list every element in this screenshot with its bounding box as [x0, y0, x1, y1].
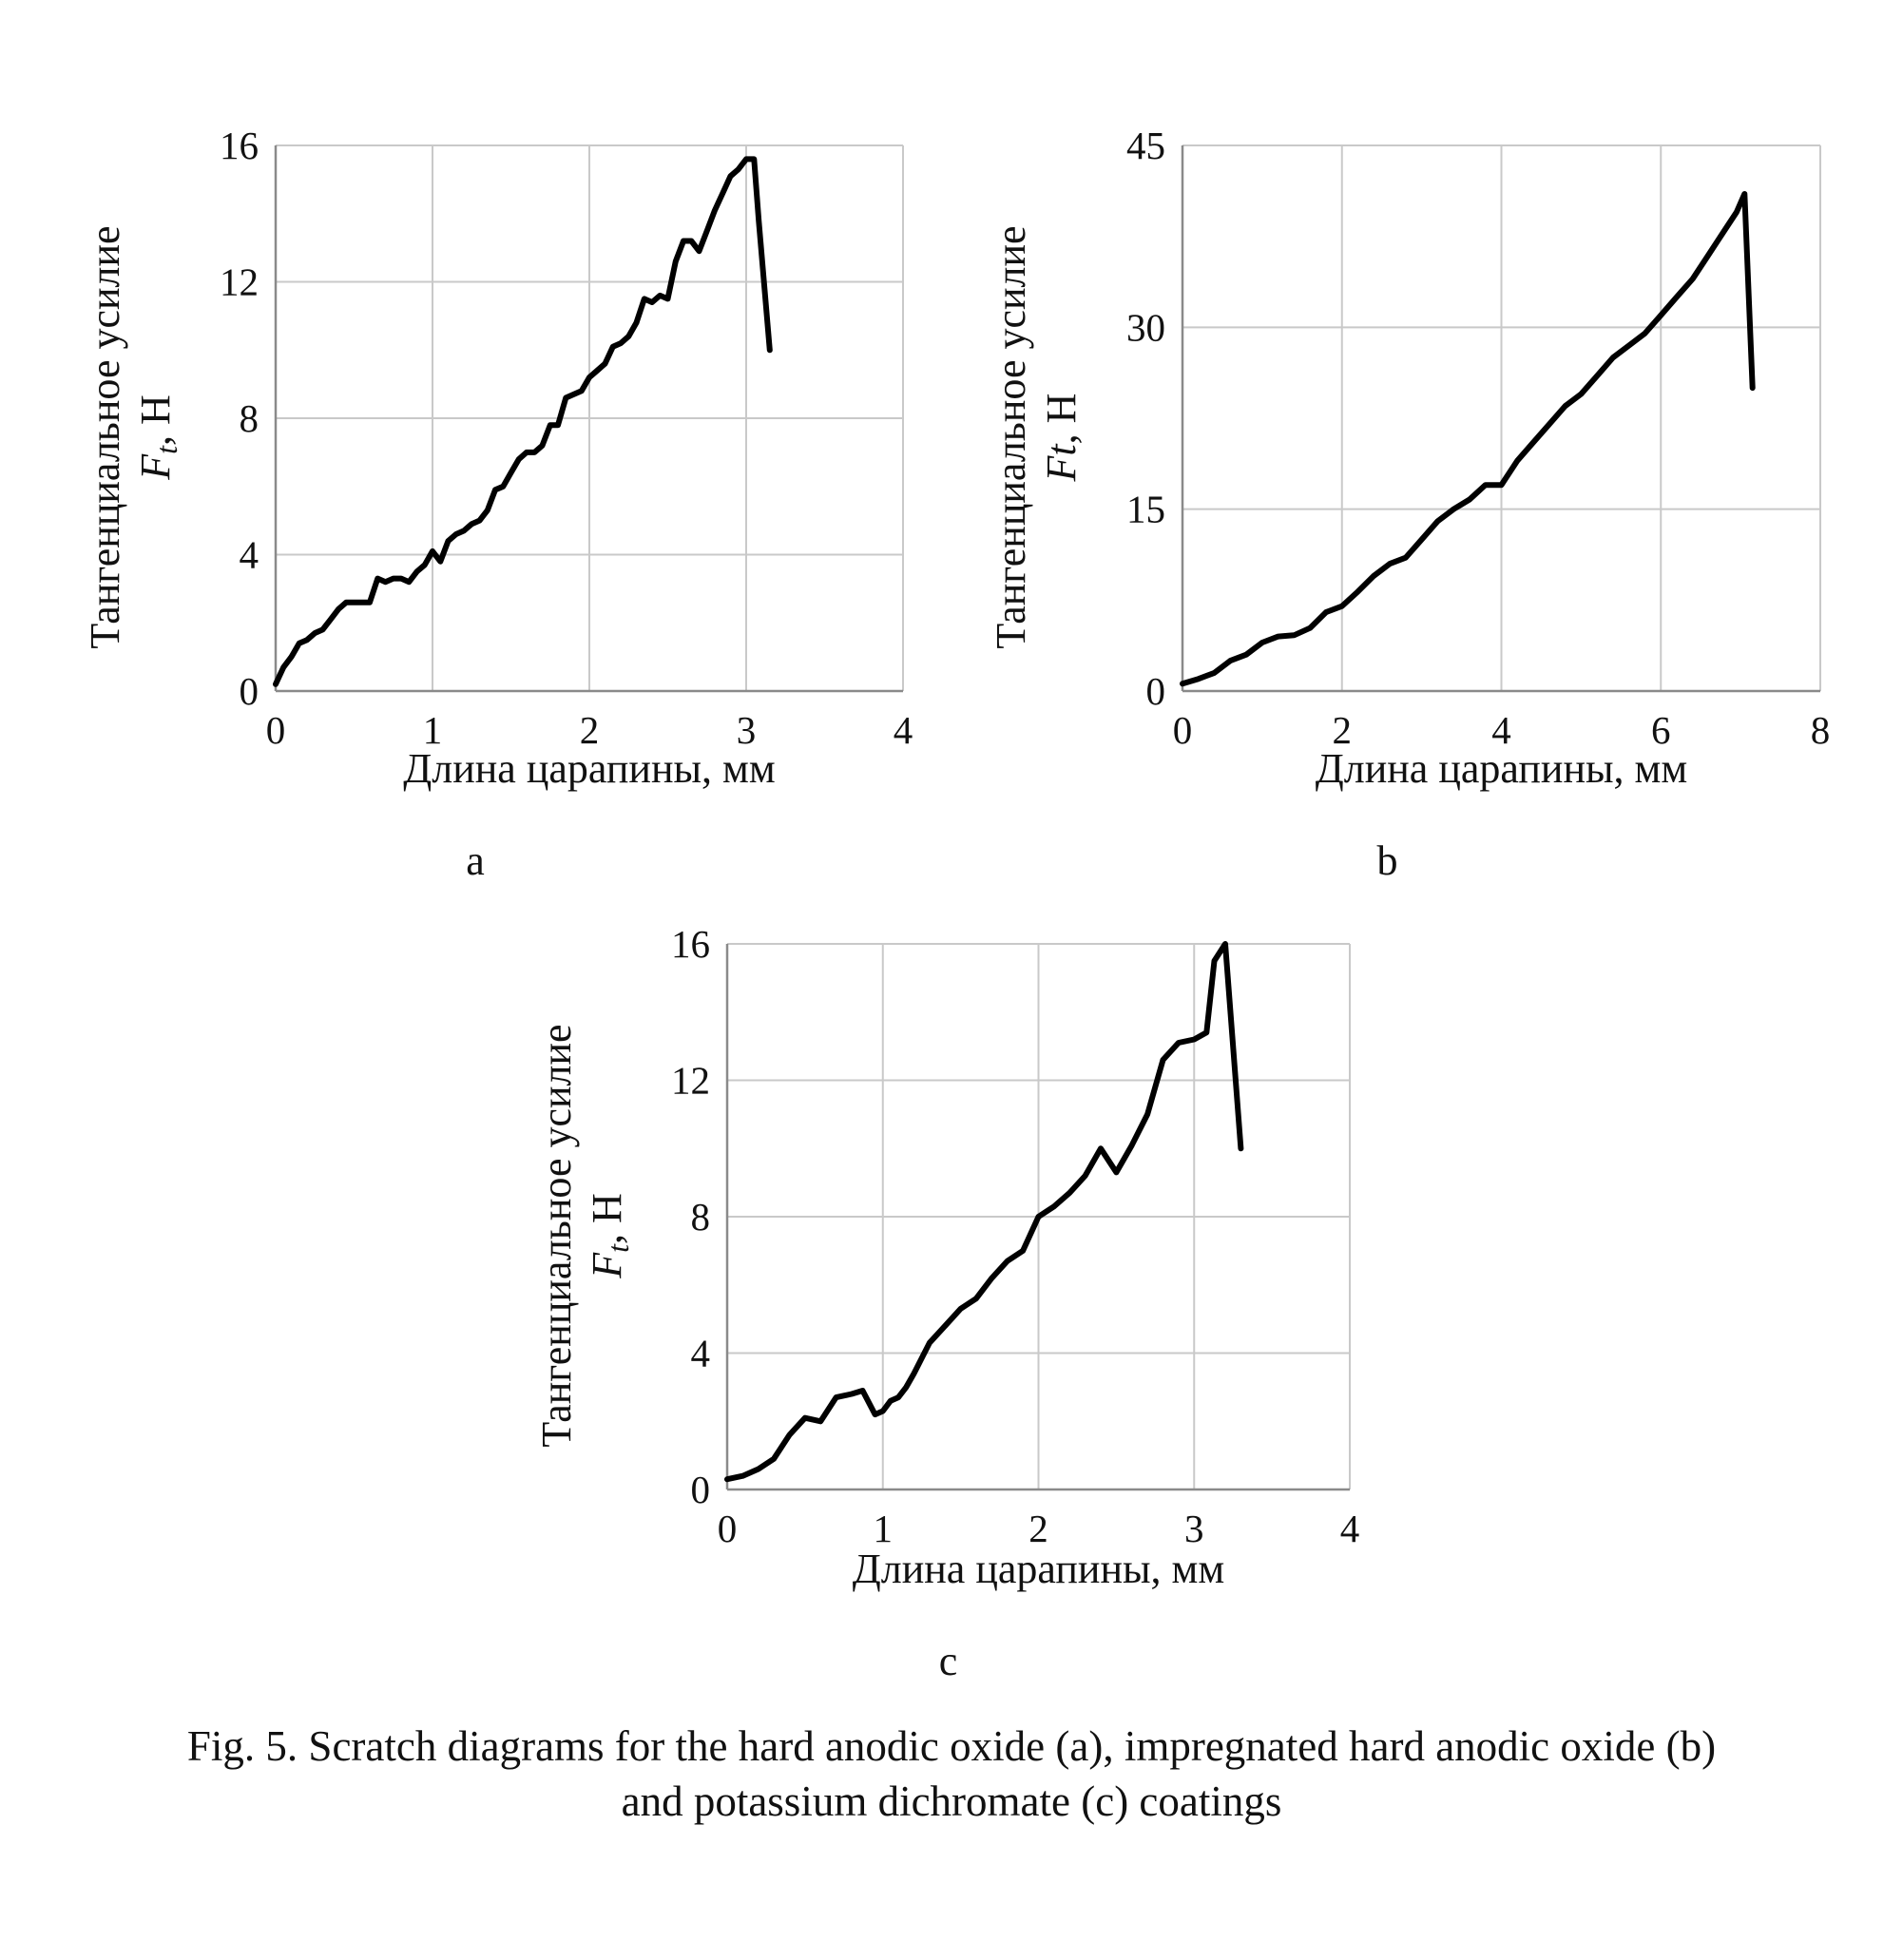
x-tick-label: 2	[579, 708, 600, 752]
x-tick-label: 4	[1339, 1507, 1360, 1550]
y-axis-variable: F	[584, 1252, 630, 1278]
y-tick-label: 12	[671, 1058, 710, 1103]
x-tick-label: 0	[717, 1507, 738, 1550]
series-line-b	[1182, 194, 1753, 683]
x-tick-label: 8	[1810, 708, 1831, 752]
x-tick-label: 3	[736, 708, 757, 752]
series-line-a	[276, 159, 770, 683]
x-tick-label: 6	[1651, 708, 1671, 752]
y-axis-title-line1: Тангенциальное усилие	[82, 225, 128, 649]
y-tick-label: 4	[239, 532, 259, 577]
x-tick-label: 1	[873, 1507, 893, 1550]
y-tick-label: 0	[690, 1468, 710, 1511]
x-axis-title: Длина царапины, мм	[1315, 745, 1688, 792]
x-tick-label: 3	[1184, 1507, 1204, 1550]
chart-a	[82, 124, 913, 884]
panel-label-c: c	[938, 1638, 958, 1684]
caption-line-2: and potassium dichromate (c) coatings	[621, 1777, 1282, 1825]
figure-caption	[0, 1719, 1903, 1829]
y-axis-title-line1: Тангенциальное усилие	[533, 1024, 580, 1448]
y-tick-label: 15	[1126, 487, 1165, 531]
panel-label-b: b	[1376, 837, 1398, 884]
y-axis-subscript: t	[601, 1244, 635, 1253]
x-axis-title: Длина царапины, мм	[852, 1546, 1225, 1592]
y-axis-unit: , Н	[584, 1193, 630, 1244]
y-tick-label: 8	[690, 1195, 710, 1239]
chart-b	[988, 124, 1830, 884]
y-axis-variable: Ft	[1038, 444, 1085, 482]
x-tick-label: 2	[1332, 708, 1352, 752]
y-tick-label: 16	[671, 922, 710, 966]
y-tick-label: 12	[220, 259, 259, 304]
y-tick-label: 16	[220, 124, 259, 167]
y-axis-title-line2	[132, 394, 183, 481]
x-tick-label: 0	[1172, 708, 1193, 752]
x-axis-title: Длина царапины, мм	[403, 745, 776, 792]
panel-label-a: a	[466, 837, 485, 884]
x-tick-label: 4	[1491, 708, 1511, 752]
y-axis-title-line2	[1038, 394, 1085, 483]
x-tick-label: 2	[1028, 1507, 1048, 1550]
y-axis-unit: , Н	[1038, 393, 1085, 445]
caption-line-1: Fig. 5. Scratch diagrams for the hard anodic oxide (a), impregnated hard anodic oxide (b)	[186, 1722, 1717, 1770]
y-axis-variable: F	[132, 453, 179, 480]
x-tick-label: 4	[893, 708, 913, 752]
y-tick-label: 45	[1126, 124, 1165, 167]
x-tick-label: 0	[265, 708, 286, 752]
y-axis-subscript: t	[149, 446, 183, 454]
y-tick-label: 8	[239, 396, 259, 440]
y-axis-unit: , Н	[132, 394, 179, 446]
y-tick-label: 30	[1126, 305, 1165, 350]
y-tick-label: 4	[690, 1331, 710, 1375]
x-tick-label: 1	[422, 708, 443, 752]
y-axis-title-line1: Тангенциальное усилие	[988, 225, 1034, 649]
y-tick-label: 0	[239, 669, 259, 713]
y-axis-title-line2	[584, 1193, 635, 1279]
series-line-c	[727, 944, 1240, 1479]
y-tick-label: 0	[1145, 669, 1165, 713]
chart-c	[533, 922, 1359, 1684]
